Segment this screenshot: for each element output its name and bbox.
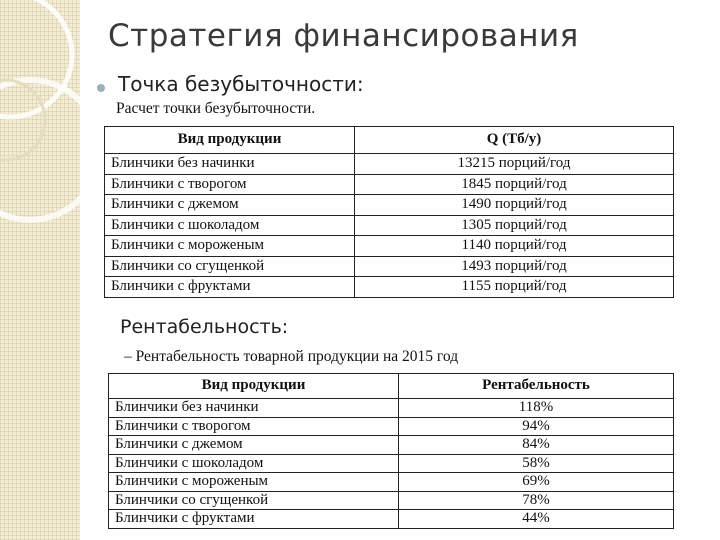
caption-breakeven: Расчет точки безубыточности. <box>116 100 316 117</box>
table-header-row <box>105 127 674 154</box>
product-name: Блинчики с шоколадом <box>105 215 355 236</box>
table-row <box>109 491 674 510</box>
column-header-product: Вид продукции <box>109 374 399 399</box>
product-name: Блинчики с мороженым <box>105 236 355 257</box>
product-name: Блинчики без начинки <box>109 399 399 418</box>
q-value: 1305 порций/год <box>355 215 674 236</box>
table-row <box>109 473 674 492</box>
product-name: Блинчики с мороженым <box>109 473 399 492</box>
table-row <box>105 195 674 216</box>
q-value: 1845 порций/год <box>355 174 674 195</box>
q-value: 1140 порций/год <box>355 236 674 257</box>
table-row <box>105 256 674 277</box>
table-row <box>105 215 674 236</box>
table-row <box>105 174 674 195</box>
q-value: 1155 порций/год <box>355 277 674 298</box>
table-row <box>109 399 674 418</box>
bullet-icon <box>97 84 105 92</box>
profitability-value: 94% <box>399 417 674 436</box>
table-row <box>109 510 674 529</box>
slide-title: Стратегия финансирования <box>108 18 579 54</box>
product-name: Блинчики с фруктами <box>105 277 355 298</box>
column-header-q: Q (Тб/у) <box>355 127 674 154</box>
profitability-value: 78% <box>399 491 674 510</box>
section-profitability: Рентабельность: <box>120 316 289 338</box>
caption-profitability: – Рентабельность товарной продукции на 2015 год <box>124 348 459 365</box>
product-name: Блинчики со сгущенкой <box>109 491 399 510</box>
table-row <box>105 154 674 175</box>
column-header-product: Вид продукции <box>105 127 355 154</box>
product-name: Блинчики с джемом <box>105 195 355 216</box>
product-name: Блинчики с творогом <box>105 174 355 195</box>
profitability-value: 69% <box>399 473 674 492</box>
table-row <box>105 277 674 298</box>
profitability-value: 44% <box>399 510 674 529</box>
breakeven-table <box>104 126 674 298</box>
profitability-table <box>108 373 674 529</box>
table-row <box>109 454 674 473</box>
table-row <box>109 417 674 436</box>
q-value: 1490 порций/год <box>355 195 674 216</box>
product-name: Блинчики с фруктами <box>109 510 399 529</box>
profitability-value: 84% <box>399 436 674 455</box>
product-name: Блинчики со сгущенкой <box>105 256 355 277</box>
q-value: 1493 порций/год <box>355 256 674 277</box>
table-header-row <box>109 374 674 399</box>
profitability-value: 58% <box>399 454 674 473</box>
product-name: Блинчики с творогом <box>109 417 399 436</box>
profitability-value: 118% <box>399 399 674 418</box>
bullet-breakeven: Точка безубыточности: <box>118 72 364 96</box>
product-name: Блинчики с джемом <box>109 436 399 455</box>
q-value: 13215 порций/год <box>355 154 674 175</box>
column-header-profitability: Рентабельность <box>399 374 674 399</box>
table-row <box>105 236 674 257</box>
table-row <box>109 436 674 455</box>
product-name: Блинчики без начинки <box>105 154 355 175</box>
decorative-side-band <box>0 0 80 540</box>
product-name: Блинчики с шоколадом <box>109 454 399 473</box>
decorative-circles <box>0 0 80 540</box>
